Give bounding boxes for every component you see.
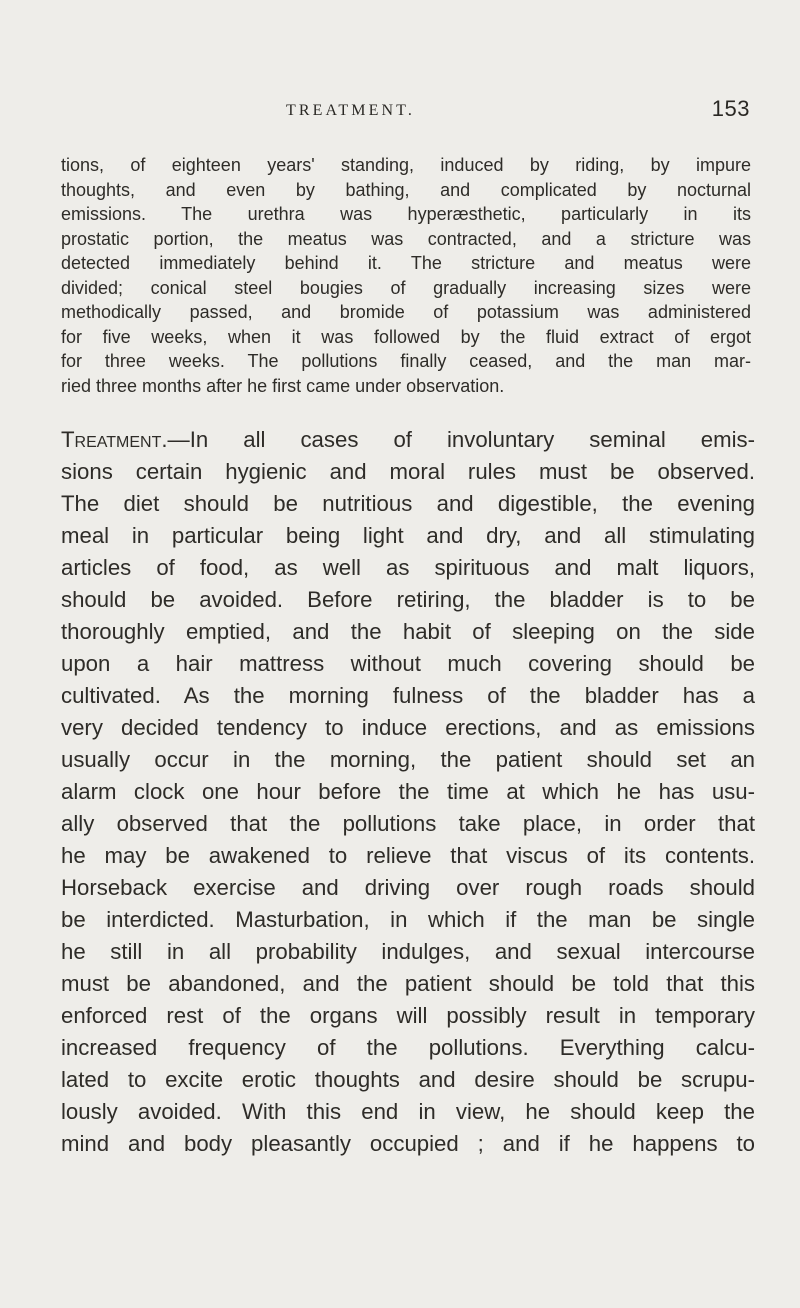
text-line: thoughts, and even by bathing, and complicated by nocturnal [61,179,751,200]
text-line: very decided tendency to induce erections, and as emissions [61,715,755,740]
text-line: meal in particular being light and dry, and all stimulating [61,523,755,548]
text-line: mind and body pleasantly occupied ; and if he happens to [61,1131,755,1156]
text-line: divided; conical steel bougies of gradually increasing sizes were [61,277,751,298]
text-line: he still in all probability indulges, and sexual intercourse [61,939,755,964]
text-line: prostatic portion, the meatus was contracted, and a stricture was [61,228,751,249]
text-line: must be abandoned, and the patient should be told that this [61,971,755,996]
text-line: enforced rest of the organs will possibly result in temporary [61,1003,755,1028]
text-line: detected immediately behind it. The stricture and meatus were [61,253,751,273]
text-line-first [61,424,755,456]
text-line: increased frequency of the pollutions. Everything calcu- [61,1035,755,1060]
text-line-rest: —In all cases of involuntary seminal emis- [167,427,755,452]
text-line: should be avoided. Before retiring, the bladder is to be [61,587,755,612]
text-line: for five weeks, when it was followed by the fluid extract of ergot [61,326,751,347]
treatment-paragraph [61,424,755,1160]
text-line: thoroughly emptied, and the habit of sleeping on the side [61,619,755,644]
text-line: he may be awakened to relieve that viscus of its contents. [61,843,755,868]
text-line: lated to excite erotic thoughts and desire should be scrupu- [61,1067,755,1092]
text-line: emissions. The urethra was hyperæsthetic, particularly in its [61,204,751,224]
text-line: usually occur in the morning, the patient should set an [61,747,755,772]
page-number: 153 [711,96,750,121]
text-line: be interdicted. Masturbation, in which if the man be single [61,907,755,932]
text-line: ally observed that the pollutions take place, in order that [61,811,755,836]
text-line: The diet should be nutritious and digestible, the evening [61,491,755,516]
case-paragraph [61,153,751,398]
text-line: cultivated. As the morning fulness of the bladder has a [61,683,755,708]
text-line: ried three months after he first came under observation. [61,375,505,396]
text-line: upon a hair mattress without much covering should be [61,651,755,676]
text-line: for three weeks. The pollutions finally ceased, and the man mar- [61,351,751,371]
text-line: lously avoided. With this end in view, he should keep the [61,1099,755,1124]
text-line: sions certain hygienic and moral rules must be observed. [61,459,755,484]
text-line: tions, of eighteen years' standing, induced by riding, by impure [61,155,751,175]
text-line: methodically passed, and bromide of potassium was administered [61,302,751,322]
section-heading: Treatment. [61,427,168,452]
running-head [60,94,760,130]
running-title: TREATMENT. [286,102,415,119]
text-line: Horseback exercise and driving over rough roads should [61,875,755,900]
text-line: alarm clock one hour before the time at which he has usu- [61,779,755,804]
text-line: articles of food, as well as spirituous and malt liquors, [61,555,755,580]
